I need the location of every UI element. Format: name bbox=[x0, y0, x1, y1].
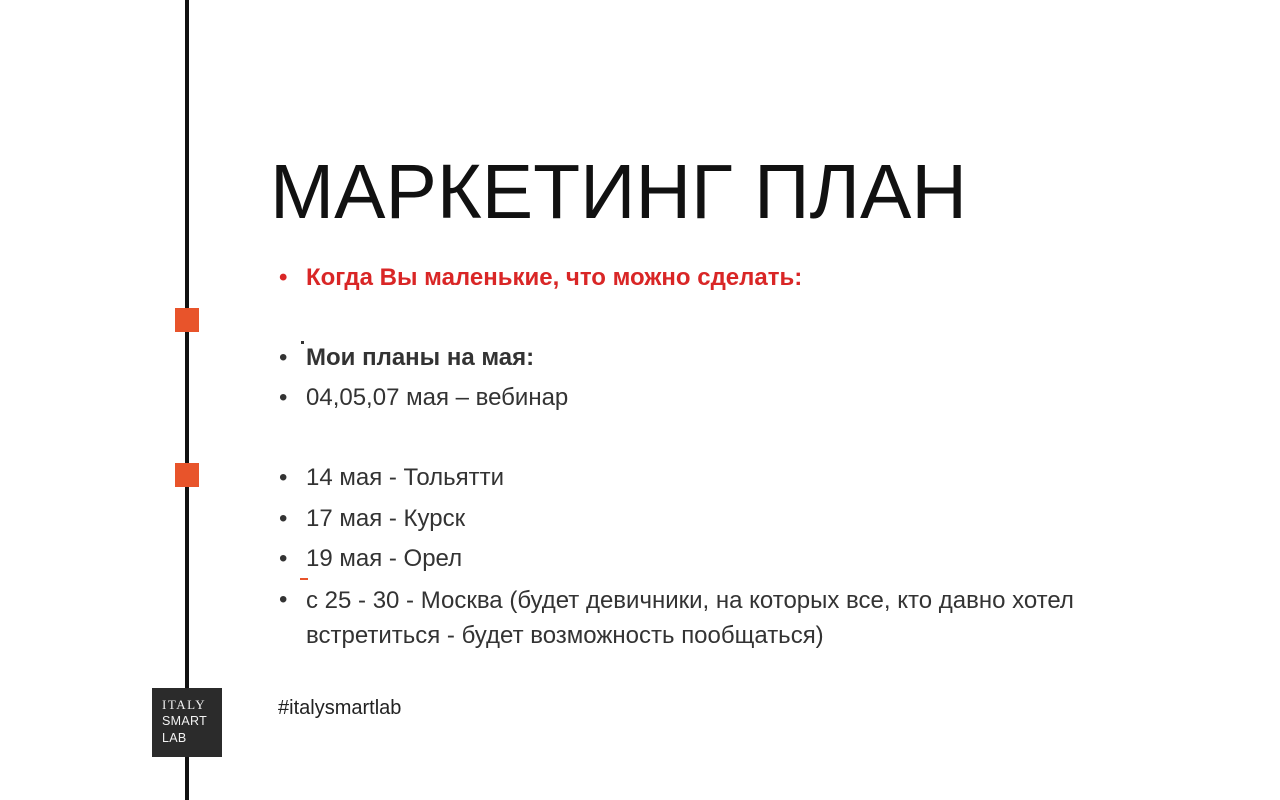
timeline-line bbox=[185, 0, 189, 800]
stray-dot bbox=[301, 341, 304, 344]
bullet-dot: • bbox=[279, 344, 288, 371]
bullet-dot: • bbox=[279, 545, 288, 572]
bullet-text: 19 мая - Орел bbox=[306, 545, 463, 572]
timeline-marker bbox=[175, 463, 199, 487]
bullet-text: 17 мая - Курск bbox=[306, 505, 466, 532]
bullet-dot: • bbox=[279, 505, 288, 532]
hashtag: #italysmartlab bbox=[278, 697, 402, 719]
bullet-text: 04,05,07 мая – вебинар bbox=[306, 384, 569, 411]
logo-line-lab: LAB bbox=[162, 731, 187, 745]
logo-line-italy: ITALY bbox=[162, 697, 207, 712]
bullet-text: Мои планы на мая: bbox=[306, 344, 535, 371]
bullet-dot: • bbox=[279, 264, 288, 291]
accent-dash bbox=[300, 578, 308, 580]
brand-logo bbox=[152, 688, 222, 757]
slide-title: МАРКЕТИНГ ПЛАН bbox=[270, 149, 967, 235]
bullet-dot: • bbox=[279, 384, 288, 411]
bullet-dot: • bbox=[279, 586, 288, 613]
timeline-marker bbox=[175, 308, 199, 332]
bullet-dot: • bbox=[279, 464, 288, 491]
bullet-text: Когда Вы маленькие, что можно сделать: bbox=[306, 264, 803, 291]
bullet-text: 14 мая - Тольятти bbox=[306, 464, 505, 491]
bullet-text: с 25 - 30 - Москва (будет девичники, на которых все, кто давно хотел встретиться - будет возможность пообщаться) bbox=[306, 587, 1074, 649]
logo-line-smart: SMART bbox=[162, 714, 208, 728]
